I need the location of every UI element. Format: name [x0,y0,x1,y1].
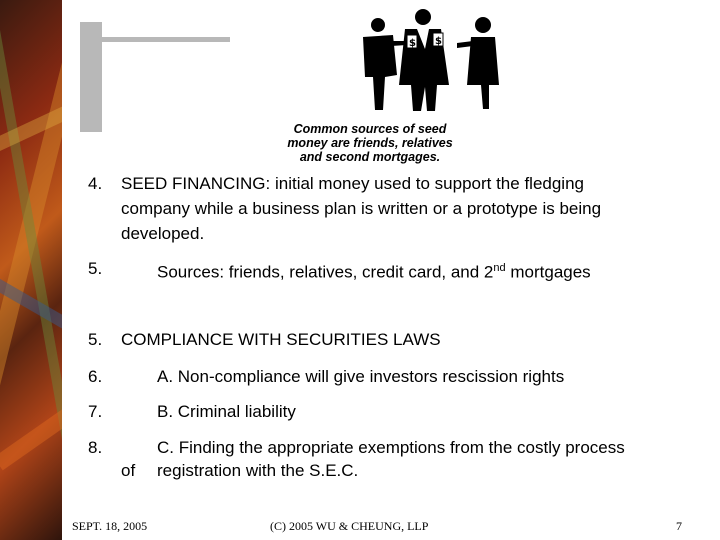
item-text-line-1: C. Finding the appropriate exemptions from the costly process [157,438,625,457]
caption-line-3: and second mortgages. [299,150,441,164]
item-text-line-1: SEED FINANCING: initial money used to support the fledging [121,174,584,193]
caption-line-1: Common sources of seed [293,122,447,136]
item-number: 4. [88,174,103,193]
footer-page-number: 7 [676,519,682,533]
item-text-line-2: company while a business plan is written or a prototype is being [121,199,602,218]
ordinal-suffix: nd [493,262,506,274]
caption-line-2: money are friends, relatives [287,136,453,150]
item-text-line-2: registration with the S.E.C. [157,461,359,480]
svg-text:$: $ [435,36,442,47]
footer-copyright: (C) 2005 WU & CHEUNG, LLP [270,519,429,533]
item-number: 7. [88,402,103,421]
item-text: COMPLIANCE WITH SECURITIES LAWS [121,330,441,349]
item-text: A. Non-compliance will give investors rescission rights [157,367,565,386]
item-text-continuation-prefix: of [121,461,136,480]
decorative-side-strip [0,0,62,540]
svg-text:$: $ [409,38,416,49]
item-text: Sources: friends, relatives, credit card, and 2nd mortgages [157,262,591,282]
decorative-horizontal-bar [80,37,230,42]
item-text-line-3: developed. [121,224,205,243]
item-text: B. Criminal liability [157,402,296,421]
item-number: 8. [88,438,103,457]
item-number: 6. [88,367,103,386]
footer-date: SEPT. 18, 2005 [72,519,148,533]
clipart-caption [225,122,515,164]
item-number: 5. [88,330,103,349]
item-number: 5. [88,259,103,278]
business-people-money-clipart [345,5,505,115]
